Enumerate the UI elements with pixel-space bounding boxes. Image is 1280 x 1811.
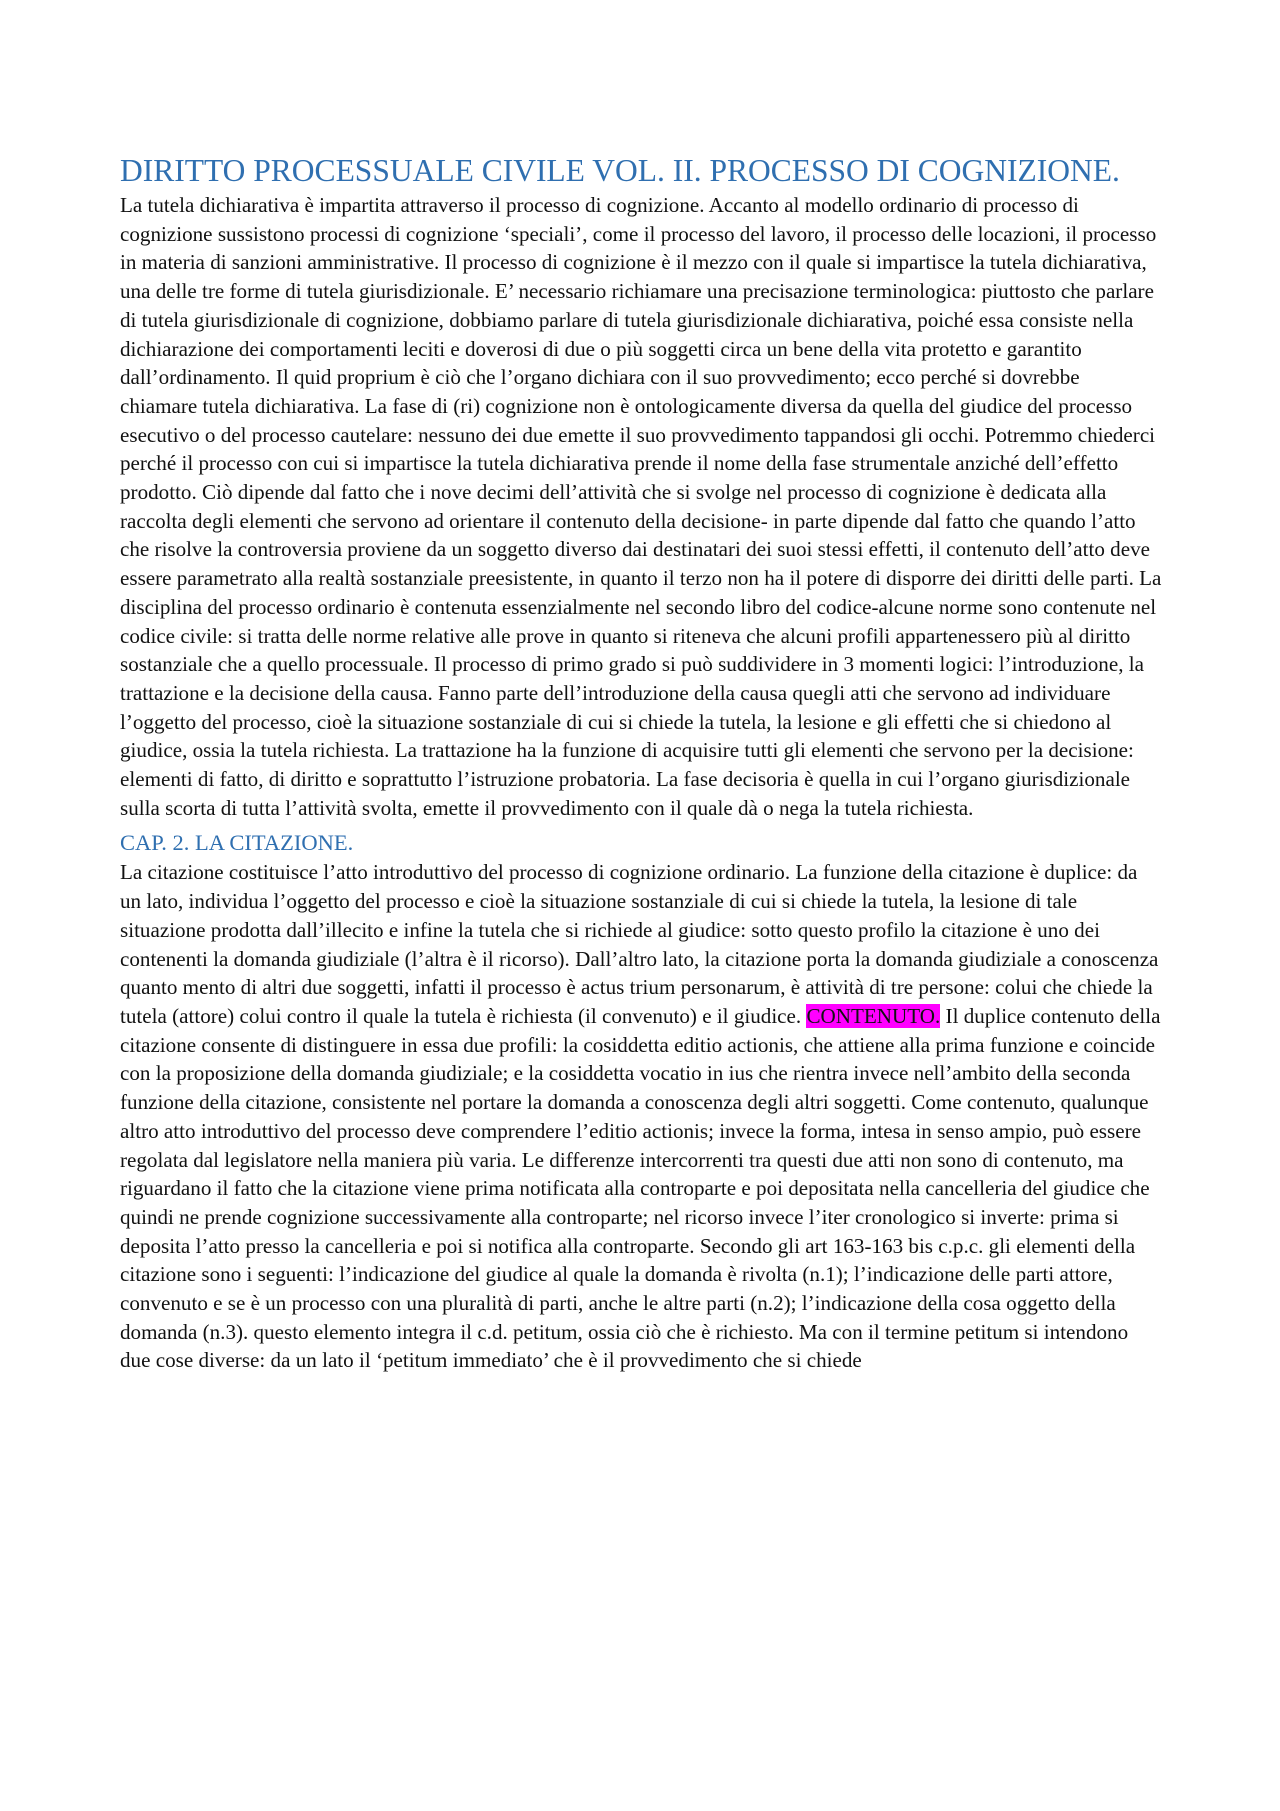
citazione-text: La citazione costituisce l’atto introduttivo del processo di cognizione ordinario. La funzione della citazione è duplice: da un lato, individua l’oggetto del processo e cioè la situazione sostanziale di cui si chiede la tutela, la lesione di tale situazione prodotta dall’illecito e infine la tutela che si richiede al giudice: sotto questo profilo la citazione è uno dei contenenti la domanda giudiziale (l’altra è il ricorso). Dall’altro lato, la citazione porta la domanda giudiziale a conoscenza quanto mento di altri due soggetti, infatti il processo è actus trium personarum, è attività di tre persone: colui che chiede la tutela (attore) colui contro il quale la tutela è richiesta (il convenuto) e il giudice.: [120, 860, 1159, 1028]
document-page: [120, 150, 1162, 1375]
contenuto-text: Il duplice contenuto della citazione consente di distinguere in essa due profili: la cosiddetta editio actionis, che attiene alla prima funzione e coincide con la proposizione della domanda giudiziale; e la cosiddetta vocatio in ius che rientra invece nell’ambito della seconda funzione della citazione, consistente nel portare la domanda a conoscenza degli altri soggetti. Come contenuto, qualunque altro atto introduttivo del processo deve comprendere l’editio actionis; invece la forma, intesa in senso ampio, può essere regolata dal legislatore nella maniera più varia. Le differenze intercorrenti tra questi due atti non sono di contenuto, ma riguardano il fatto che la citazione viene prima notificata alla controparte e poi depositata nella cancelleria del giudice che quindi ne prende cognizione successivamente alla controparte; nel ricorso invece l’iter cronologico si inverte: prima si deposita l’atto presso la cancelleria e poi si notifica alla controparte. Secondo gli art 163-163 bis c.p.c. gli elementi della citazione sono i seguenti: l’indicazione del giudice al quale la domanda è rivolta (n.1); l’indicazione delle parti attore, convenuto e se è un processo con una pluralità di parti, anche le altre parti (n.2); l’indicazione della cosa oggetto della domanda (n.3). questo elemento integra il c.d. petitum, ossia ciò che è richiesto. Ma con il termine petitum si intendono due cose diverse: da un lato il ‘petitum immediato’ che è il provvedimento che si chiede: [120, 1003, 1161, 1373]
citazione-paragraph: [120, 858, 1162, 1375]
document-title: DIRITTO PROCESSUALE CIVILE VOL. II. PROCESSO DI COGNIZIONE.: [120, 153, 1120, 188]
highlighted-label: CONTENUTO.: [806, 1003, 941, 1028]
intro-paragraph: La tutela dichiarativa è impartita attraverso il processo di cognizione. Accanto al modello ordinario di processo di cognizione sussistono processi di cognizione ‘speciali’, come il processo del lavoro, il processo delle locazioni, il processo in materia di sanzioni amministrative. Il processo di cognizione è il mezzo con il quale si impartisce la tutela dichiarativa, una delle tre forme di tutela giurisdizionale. E’ necessario richiamare una precisazione terminologica: piuttosto che parlare di tutela giurisdizionale di cognizione, dobbiamo parlare di tutela giurisdizionale dichiarativa, poiché essa consiste nella dichiarazione dei comportamenti leciti e doverosi di due o più soggetti circa un bene della vita protetto e garantito dall’ordinamento. Il quid proprium è ciò che l’organo dichiara con il suo provvedimento; ecco perché si dovrebbe chiamare tutela dichiarativa. La fase di (ri) cognizione non è ontologicamente diversa da quella del giudice del processo esecutivo o del processo cautelare: nessuno dei due emette il suo provvedimento tappandosi gli occhi. Potremmo chiederci perché il processo con cui si impartisce la tutela dichiarativa prende il nome della fase strumentale anziché dell’effetto prodotto. Ciò dipende dal fatto che i nove decimi dell’attività che si svolge nel processo di cognizione è dedicata alla raccolta degli elementi che servono ad orientare il contenuto della decisione- in parte dipende dal fatto che quando l’atto che risolve la controversia proviene da un soggetto diverso dai destinatari dei suoi stessi effetti, il contenuto dell’atto deve essere parametrato alla realtà sostanziale preesistente, in quanto il terzo non ha il potere di disporre dei diritti delle parti. La disciplina del processo ordinario è contenuta essenzialmente nel secondo libro del codice-alcune norme sono contenute nel codice civile: si tratta delle norme relative alle prove in quanto si riteneva che alcuni profili appartenessero più al diritto sostanziale che a quello processuale. Il processo di primo grado si può suddividere in 3 momenti logici: l’introduzione, la trattazione e la decisione della causa. Fanno parte dell’introduzione della causa quegli atti che servono ad individuare l’oggetto del processo, cioè la situazione sostanziale di cui si chiede la tutela, la lesione e gli effetti che si chiedono al giudice, ossia la tutela richiesta. La trattazione ha la funzione di acquisire tutti gli elementi che servono per la decisione: elementi di fatto, di diritto e soprattutto l’istruzione probatoria. La fase decisoria è quella in cui l’organo giurisdizionale sulla scorta di tutta l’attività svolta, emette il provvedimento con il quale dà o nega la tutela richiesta.: [120, 193, 1162, 820]
chapter-heading: CAP. 2. LA CITAZIONE.: [120, 830, 354, 856]
